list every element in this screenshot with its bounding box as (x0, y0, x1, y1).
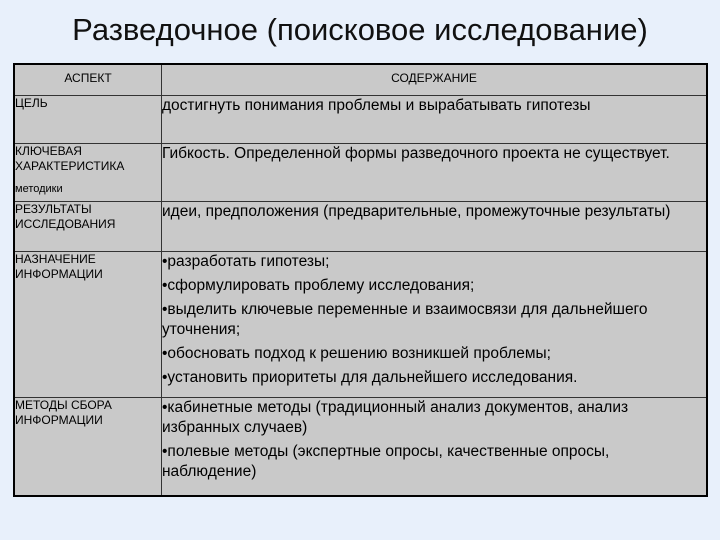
row-aspect: НАЗНАЧЕНИЕ ИНФОРМАЦИИ (14, 252, 162, 398)
row-content: Гибкость. Определенной формы разведочного проекта не существует. (162, 144, 708, 202)
table-row (14, 144, 707, 202)
table-row (14, 96, 707, 144)
row-content (162, 252, 708, 398)
header-aspect: АСПЕКТ (14, 64, 162, 96)
aspect-note: методики (15, 183, 63, 195)
list-item: •выделить ключевые переменные и взаимосвязи для дальнейшего уточнения; (162, 301, 648, 338)
table-header-row (14, 64, 707, 96)
page-title: Разведочное (поисковое исследование) (72, 12, 648, 47)
list-item: •обосновать подход к решению возникшей проблемы; (162, 345, 551, 362)
row-content (162, 398, 708, 496)
row-content: достигнуть понимания проблемы и вырабатывать гипотезы (162, 96, 708, 144)
list-item: •сформулировать проблему исследования; (162, 277, 475, 294)
table-row (14, 252, 707, 398)
aspect-label: КЛЮЧЕВАЯ ХАРАКТЕРИСТИКА (15, 144, 125, 173)
content-table (13, 63, 708, 497)
list-item: •установить приоритеты для дальнейшего исследования. (162, 369, 578, 386)
row-aspect: ЦЕЛЬ (14, 96, 162, 144)
row-aspect: МЕТОДЫ СБОРА ИНФОРМАЦИИ (14, 398, 162, 496)
list-item: •полевые методы (экспертные опросы, качественные опросы, наблюдение) (162, 443, 610, 480)
list-item: •кабинетные методы (традиционный анализ документов, анализ избранных случаев) (162, 399, 629, 436)
list-item: •разработать гипотезы; (162, 253, 330, 270)
header-content: СОДЕРЖАНИЕ (162, 64, 708, 96)
table-row (14, 398, 707, 496)
table-row (14, 202, 707, 252)
row-aspect: РЕЗУЛЬТАТЫ ИССЛЕДОВАНИЯ (14, 202, 162, 252)
row-aspect (14, 144, 162, 202)
row-content: идеи, предположения (предварительные, промежуточные результаты) (162, 202, 708, 252)
